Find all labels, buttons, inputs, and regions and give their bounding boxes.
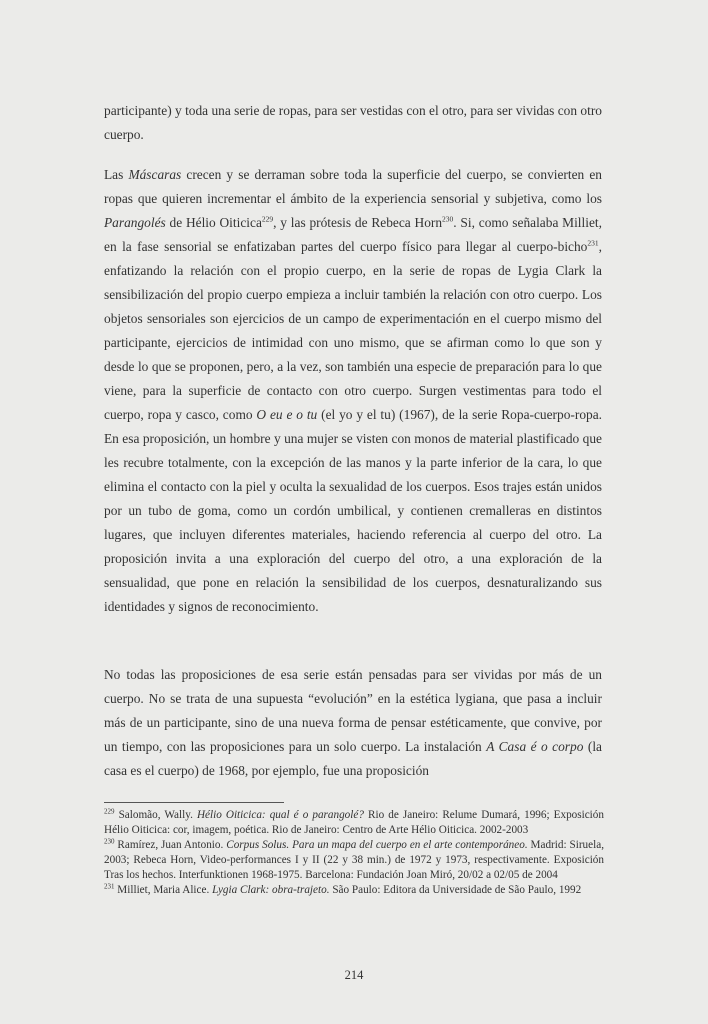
footnote-number: 229: [104, 807, 115, 816]
paragraph-text: Las: [104, 167, 129, 182]
title-a-casa-e-o-corpo: A Casa é o corpo: [486, 739, 584, 754]
footnote-230: [104, 838, 604, 883]
footnotes: [104, 808, 604, 898]
title-mascaras: Máscaras: [128, 167, 182, 182]
paragraph-text: crecen y se derraman sobre toda la superficie del cuerpo, se convierten en ropas que quieren incrementar el ámbito de la experiencia sensorial y subjetiva, como los: [104, 167, 602, 206]
paragraph-text: . Si, como señalaba Milliet, en la fase sensorial se enfatizaban partes del cuerpo físico para llegar al cuerpo-bicho: [104, 215, 602, 254]
paragraph-text: , y las prótesis de Rebeca Horn: [273, 215, 443, 230]
title-parangoles: Parangolés: [104, 215, 166, 230]
paragraph-2: [104, 163, 602, 619]
footnote-text: Ramírez, Juan Antonio.: [114, 839, 227, 851]
paragraph-text: No todas las proposiciones de esa serie están pensadas para ser vividas por más de un cuerpo. No se trata de una supuesta “evolución” en la estética lygiana, que pasa a incluir más de un participante, sino de una nueva forma de pensar estéticamente, que convive, por un tiempo, con las proposiciones para un solo cuerpo. La instalación: [104, 667, 602, 754]
paragraph-text: , enfatizando la relación con el propio cuerpo, en la serie de ropas de Lygia Clark la sensibilización del propio cuerpo empieza a incluir también la relación con otro cuerpo. Los objetos sensoriales son ejercicios de un campo de experimentación en el cuerpo mismo del participante, ejercicios de intimidad con uno mismo, que se afirman como lo que son y desde lo que se proponen, pero, a la vez, son también una especie de preparación para lo que viene, para la superficie de contacto con otro cuerpo. Surgen vestimentas para todo el cuerpo, ropa y casco, como: [104, 239, 602, 422]
footnote-text: Rio de Janeiro: Relume Dumará, 1996; Exposición Hélio Oiticica: cor, imagem, poética. Rio de Janeiro: Centro de Arte Hélio Oiticica. 2002-2003: [104, 809, 604, 836]
footnote-title: Corpus Solus. Para un mapa del cuerpo en el arte contemporáneo.: [226, 839, 528, 851]
paragraph-text: (el yo y el tu) (1967), de la serie Ropa-cuerpo-ropa. En esa proposición, un hombre y una mujer se visten con monos de material plastificado que les recubre totalmente, con la excepción de las manos y la parte inferior de la cara, lo que elimina el contacto con la piel y oculta la sexualidad de los cuerpos. Esos trajes están unidos por un tubo de goma, como un cordón umbilical, y contienen cremalleras en distintos lugares, que incluyen diferentes materiales, haciendo referencia al cuerpo del otro. La proposición invita a una exploración del cuerpo del otro, a una exploración de la sensualidad, que pone en relación la sensibilidad de los cuerpos, desnaturalizando sus identidades y signos de reconocimiento.: [104, 407, 603, 614]
footnote-text: São Paulo: Editora da Universidade de São Paulo, 1992: [329, 884, 582, 896]
paragraph-text: de Hélio Oiticica: [165, 215, 262, 230]
footnote-text: Salomão, Wally.: [114, 809, 197, 821]
footnote-text: Milliet, Maria Alice.: [114, 884, 213, 896]
footnote-ref-229[interactable]: 229: [261, 214, 274, 224]
paragraph-text: participante) y toda una serie de ropas, para ser vestidas con el otro, para ser vividas con otro cuerpo.: [104, 103, 602, 142]
paragraph-text: (la casa es el cuerpo) de 1968, por ejemplo, fue una proposición: [104, 739, 602, 778]
paragraph-3: [104, 663, 602, 783]
footnote-title: Lygia Clark: obra-trajeto.: [212, 884, 330, 896]
footnote-title: Hélio Oiticica: qual é o parangolé?: [196, 809, 364, 821]
footnote-number: 230: [104, 837, 115, 846]
footnote-ref-231[interactable]: 231: [587, 238, 599, 248]
footnote-text: Madrid: Siruela, 2003; Rebeca Horn, Video-performances I y II (22 y 38 min.) de 1972 y 1973, respectivamente. Exposición Tras los hechos. Interfunktionen 1968-1975. Barcelona: Fundación Joan Miró, 20/02 a 02/05 de 2004: [104, 839, 604, 881]
footnote-divider: [104, 802, 284, 803]
footnote-231: [104, 883, 604, 898]
paragraph-1: [104, 99, 602, 147]
footnote-number: 231: [104, 882, 115, 891]
footnote-ref-230[interactable]: 230: [442, 214, 454, 224]
footnote-229: [104, 808, 604, 838]
title-o-eu-e-o-tu: O eu e o tu: [256, 407, 318, 422]
page-number: 214: [344, 968, 364, 982]
